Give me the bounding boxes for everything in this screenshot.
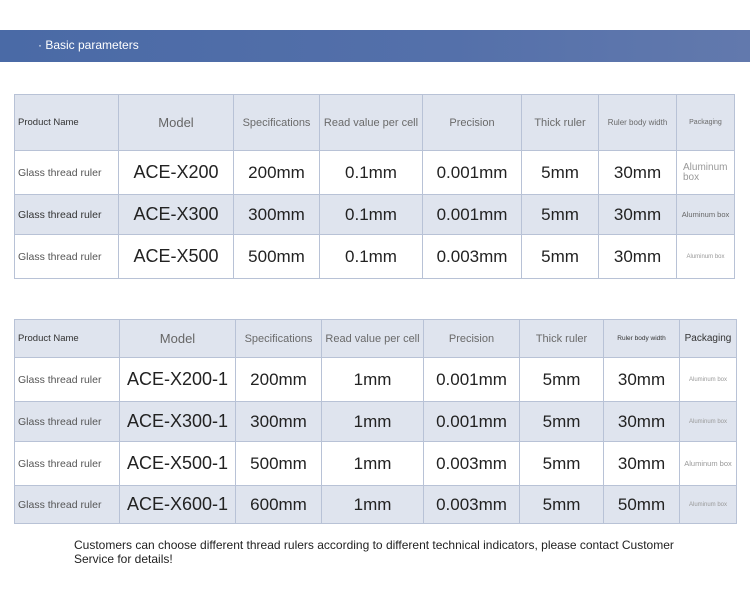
table-row [15,442,737,486]
cell-precision: 0.001mm [424,358,520,402]
cell-read-value: 0.1mm [320,195,423,235]
cell-specifications: 200mm [236,358,322,402]
cell-specifications: 500mm [234,235,320,279]
cell-model: ACE-X600-1 [120,486,236,524]
header-precision: Precision [423,95,522,151]
cell-specifications: 300mm [236,402,322,442]
cell-thick-ruler: 5mm [522,195,599,235]
cell-thick-ruler: 5mm [522,151,599,195]
table-row [15,402,737,442]
parameters-table-1 [14,94,735,279]
cell-thick-ruler: 5mm [520,358,604,402]
table-row [15,358,737,402]
cell-thick-ruler: 5mm [520,442,604,486]
header-ruler-body-width: Ruler body width [604,320,680,358]
cell-packaging: Aluminum box [680,486,737,524]
header-product-name: Product Name [15,320,120,358]
cell-read-value: 1mm [322,442,424,486]
header-precision: Precision [424,320,520,358]
header-packaging: Packaging [677,95,735,151]
header-specifications: Specifications [236,320,322,358]
cell-precision: 0.003mm [423,235,522,279]
cell-ruler-body-width: 50mm [604,486,680,524]
cell-read-value: 1mm [322,402,424,442]
cell-model: ACE-X300-1 [120,402,236,442]
header-product-name: Product Name [15,95,119,151]
cell-precision: 0.003mm [424,486,520,524]
cell-model: ACE-X200-1 [120,358,236,402]
cell-packaging: Aluminum box [677,195,735,235]
cell-precision: 0.001mm [423,151,522,195]
cell-specifications: 300mm [234,195,320,235]
cell-thick-ruler: 5mm [520,402,604,442]
cell-ruler-body-width: 30mm [604,402,680,442]
cell-specifications: 200mm [234,151,320,195]
cell-read-value: 1mm [322,358,424,402]
table-header-row [15,95,735,151]
cell-specifications: 600mm [236,486,322,524]
table-header-row [15,320,737,358]
cell-product-name: Glass thread ruler [15,402,120,442]
header-specifications: Specifications [234,95,320,151]
cell-product-name: Glass thread ruler [15,235,119,279]
cell-packaging: Aluminum box [677,151,735,195]
header-model: Model [119,95,234,151]
cell-packaging: Aluminum box [680,442,737,486]
cell-packaging: Aluminum box [677,235,735,279]
header-thick-ruler: Thick ruler [522,95,599,151]
cell-precision: 0.003mm [424,442,520,486]
cell-model: ACE-X300 [119,195,234,235]
cell-product-name: Glass thread ruler [15,442,120,486]
cell-thick-ruler: 5mm [522,235,599,279]
cell-specifications: 500mm [236,442,322,486]
header-thick-ruler: Thick ruler [520,320,604,358]
section-title: · Basic parameters [38,38,139,52]
cell-ruler-body-width: 30mm [604,358,680,402]
cell-product-name: Glass thread ruler [15,195,119,235]
cell-precision: 0.001mm [423,195,522,235]
table-row [15,235,735,279]
cell-thick-ruler: 5mm [520,486,604,524]
contact-note: Customers can choose different thread rulers according to different technical indicators, please contact Customer Service for details! [74,538,674,566]
cell-model: ACE-X200 [119,151,234,195]
header-ruler-body-width: Ruler body width [599,95,677,151]
header-read-value: Read value per cell [322,320,424,358]
cell-model: ACE-X500-1 [120,442,236,486]
cell-ruler-body-width: 30mm [599,235,677,279]
table-row [15,486,737,524]
cell-packaging: Aluminum box [680,358,737,402]
cell-product-name: Glass thread ruler [15,358,120,402]
table-row [15,195,735,235]
cell-packaging: Aluminum box [680,402,737,442]
parameters-table-2 [14,319,737,524]
cell-read-value: 0.1mm [320,235,423,279]
cell-product-name: Glass thread ruler [15,151,119,195]
cell-ruler-body-width: 30mm [604,442,680,486]
cell-precision: 0.001mm [424,402,520,442]
header-packaging: Packaging [680,320,737,358]
cell-ruler-body-width: 30mm [599,151,677,195]
cell-read-value: 0.1mm [320,151,423,195]
cell-product-name: Glass thread ruler [15,486,120,524]
cell-model: ACE-X500 [119,235,234,279]
header-model: Model [120,320,236,358]
cell-ruler-body-width: 30mm [599,195,677,235]
cell-read-value: 1mm [322,486,424,524]
header-read-value: Read value per cell [320,95,423,151]
table-row [15,151,735,195]
section-banner [0,30,750,62]
